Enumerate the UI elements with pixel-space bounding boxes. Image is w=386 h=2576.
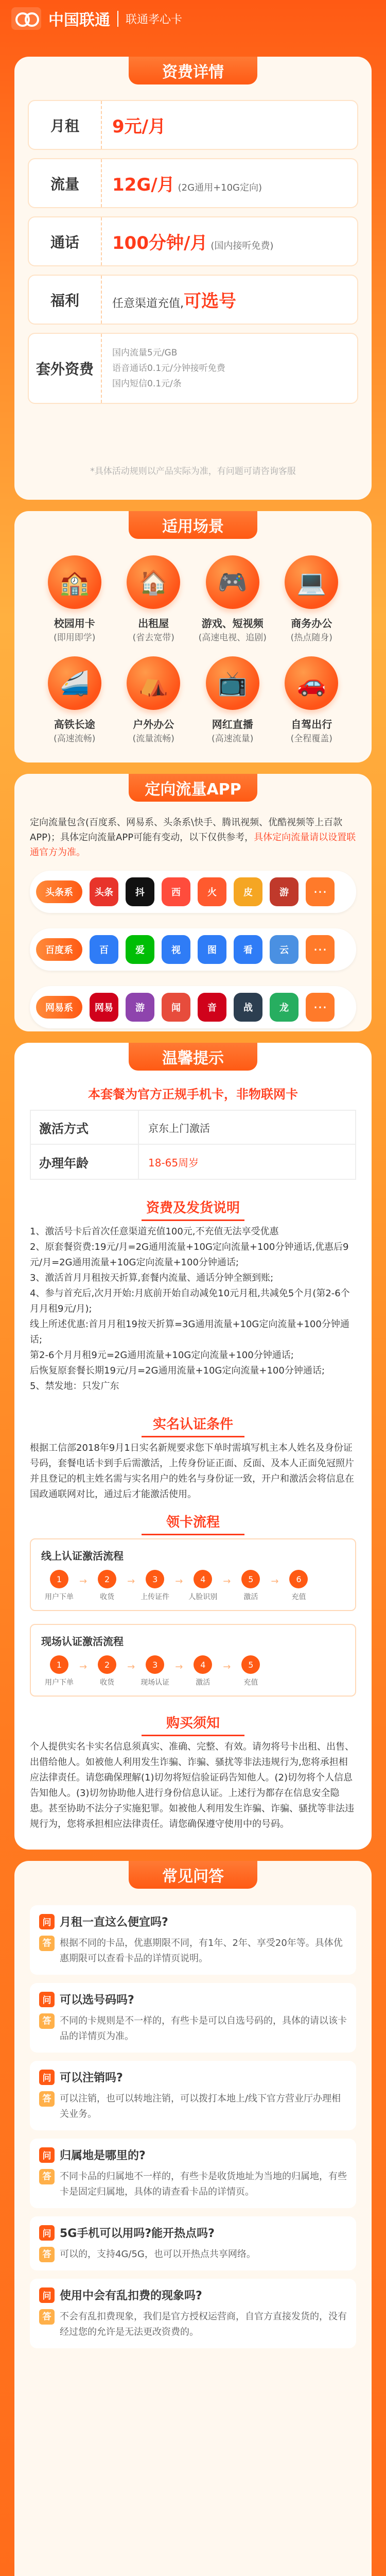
flow-step <box>41 1655 77 1687</box>
answer-badge: 答 <box>39 1936 55 1951</box>
answer-badge: 答 <box>39 2247 55 2262</box>
scene-sub: (全程覆盖) <box>290 734 332 744</box>
brand <box>11 7 182 30</box>
answer-badge: 答 <box>39 2309 55 2325</box>
question-text: 归属地是哪里的? <box>60 2149 146 2162</box>
netease-music-icon: 音 <box>198 993 226 1022</box>
flow-step-icon: 1 <box>50 1655 68 1674</box>
scene-grid <box>35 555 351 744</box>
scene-sub: (高速电视、追剧) <box>198 633 267 643</box>
flow-step-icon: 6 <box>289 1570 308 1588</box>
realname-text: 根据工信部2018年9月1日实名新规要求您下单时需填写机主本人姓名及身份证号码，套餐电话卡到手后需激活，上传身份证正面、反面、及本人正面免冠照片并且登记的机主姓名需与实名用户的姓名与身份证一致，开户和激活会将信息在国政通联网对比，通过后才能激活使用。 <box>30 1443 354 1500</box>
arrow-right-icon: → <box>223 1575 231 1587</box>
faq-answer <box>39 2247 347 2262</box>
flow-step <box>185 1570 221 1602</box>
flow-step-icon: 3 <box>146 1655 164 1674</box>
scene-circle <box>127 656 180 710</box>
flow-step-icon: 2 <box>98 1655 116 1674</box>
question-text: 使用中会有乱扣费的现象吗? <box>60 2290 202 2302</box>
arrow-right-icon: → <box>175 1575 183 1587</box>
scene-item <box>35 656 114 744</box>
pkg-row-rent <box>28 100 358 150</box>
notice-key: 激活方式 <box>31 1111 139 1144</box>
flow-step-label: 人脸识别 <box>188 1593 218 1601</box>
section-tab-scenes: 适用场景 <box>129 511 257 539</box>
flow-step-label: 激活 <box>196 1679 210 1687</box>
pkg-note: (国内接听免费) <box>210 241 274 251</box>
flow-offline <box>30 1624 356 1697</box>
faq-answer <box>39 2309 347 2340</box>
flow-step <box>137 1570 173 1602</box>
unicom-logo-icon <box>11 7 41 30</box>
buy-title: 购买须知 <box>14 1713 372 1736</box>
question-badge: 问 <box>39 2070 55 2085</box>
pkg-label: 套外资费 <box>36 361 94 378</box>
baidu-icon: 百 <box>90 935 118 964</box>
pkg-row-call <box>28 216 358 266</box>
flow-step <box>185 1655 221 1687</box>
flow-online <box>30 1538 356 1611</box>
scene-circle <box>48 555 101 609</box>
scene-name: 网红直播 <box>212 718 253 731</box>
fee-line: 5、禁发地：只发广东 <box>30 1381 119 1392</box>
flow-step-label: 充值 <box>291 1593 306 1601</box>
scene-circle <box>206 555 259 609</box>
pkg-label: 福利 <box>50 292 79 309</box>
scene-circle <box>127 555 180 609</box>
notice-value: 18-65周岁 <box>148 1156 199 1169</box>
netease-game3-icon: 龙 <box>270 993 299 1022</box>
scene-circle <box>48 656 101 710</box>
arrow-right-icon: → <box>127 1575 135 1587</box>
notice-card <box>14 1043 372 1850</box>
flow-step-icon: 5 <box>241 1655 260 1674</box>
question-text: 5G手机可以用吗?能开热点吗? <box>60 2227 215 2240</box>
extra-line: 国内短信0.1元/条 <box>112 379 182 389</box>
flow-step-label: 收货 <box>100 1679 115 1687</box>
notice-row <box>31 1111 355 1145</box>
scene-item <box>114 555 194 643</box>
header <box>0 0 386 57</box>
xigua-icon: 西 <box>162 877 190 906</box>
scene-item <box>35 555 114 643</box>
baidu-video-icon: 视 <box>162 935 190 964</box>
notice-value: 京东上门激活 <box>148 1122 210 1134</box>
scene-name: 商务办公 <box>291 617 332 630</box>
scene-name: 高铁长途 <box>54 718 95 731</box>
school-icon: 🏫 <box>60 568 90 596</box>
douyin-icon: 抖 <box>126 877 154 906</box>
answer-text: 根据不同的卡品，优惠期限不同，有1年、2年、享受20年等。具体优惠期限可以查看卡品的详情页说明。 <box>60 1938 343 1964</box>
faq-question <box>39 1913 347 1929</box>
flow-steps <box>41 1570 345 1602</box>
flow-step-label: 现场认证 <box>141 1679 170 1687</box>
scene-name: 自驾出行 <box>291 718 332 731</box>
pkg-label: 流量 <box>50 175 79 193</box>
pkg-welfare-value: 可选号 <box>184 291 236 312</box>
answer-text: 不同卡品的归属地不一样的，有些卡是收货地址为当地的归属地，有些卡是固定归属地，具体的请查看卡品的详情页。 <box>60 2171 347 2197</box>
rental-icon: 🏠 <box>138 568 168 596</box>
netease-game-icon: 游 <box>126 993 154 1022</box>
answer-text: 不会有乱扣费现象，我们是官方授权运营商，自官方直接发货的，没有经过您的允许是无法更改资费的。 <box>60 2311 347 2337</box>
buy-text: 个人提供实名卡实名信息须真实、准确、完整、有效。请勿将号卡出租、出售、出借给他人。如被他人利用发生诈骗、诈骗、骚扰等非法违规行为,您将承担相应法律责任。请您确保理解(1)切勿将短信验证码告知他人。(2)切勿将个人信息告知他人。(3)切勿协助他人进行身份信息认证。上述行为都存在信息安全隐患。甚至协助不法分子实施犯罪。如被他人利用发生诈骗、诈骗、骚扰等非法违规行为，您将承担相应法律责任。请您确保遵守使用中的号码。 <box>30 1741 354 1829</box>
faq-card <box>14 1861 372 2576</box>
question-badge: 问 <box>39 2147 55 2163</box>
apps-card <box>14 774 372 1031</box>
flow-step <box>280 1570 317 1602</box>
flow-step-label: 用户下单 <box>45 1593 74 1601</box>
netease-game2-icon: 战 <box>234 993 262 1022</box>
flow-head: 现场认证激活流程 <box>41 1635 124 1648</box>
car-icon: 🚗 <box>296 669 326 697</box>
section-tab-notice: 温馨提示 <box>129 1043 257 1071</box>
flow-step <box>233 1655 269 1687</box>
scene-item <box>193 555 272 643</box>
faq-question <box>39 2069 347 2085</box>
scenes-card <box>14 511 372 762</box>
question-badge: 问 <box>39 1992 55 2007</box>
notice-key: 办理年龄 <box>31 1145 139 1179</box>
fee-line: 4、参与首充后,次月开始:月底前开始自动减免10元月租,共减免5个月(第2-6个月月租9元/月); <box>30 1288 350 1314</box>
flow-title: 领卡流程 <box>14 1512 372 1535</box>
question-text: 可以选号码吗? <box>60 1994 134 2007</box>
toutiao-icon: 头条 <box>90 877 118 906</box>
pkg-value: 9元/月 <box>112 116 166 137</box>
extra-line: 语音通话0.1元/分钟接听免费 <box>112 363 225 374</box>
app-row <box>30 928 356 971</box>
answer-text: 可以注销，也可以转地注销，可以拨打本地上/线下官方营业厅办理相关业务。 <box>60 2093 341 2120</box>
answer-text: 可以的，支持4G/5G，也可以开热点共享网络。 <box>60 2249 256 2260</box>
scene-name: 游戏、短视频 <box>201 617 264 630</box>
baidu-netdisk-icon: 云 <box>270 935 299 964</box>
scene-sub: (热点随身) <box>290 633 332 643</box>
more-icon[interactable]: ··· <box>306 877 335 906</box>
arrow-right-icon: → <box>223 1661 231 1672</box>
office-icon: 💻 <box>296 568 326 596</box>
scene-sub: (即用即学) <box>54 633 96 643</box>
fee-line: 3、激活首月月租按天折算,套餐内流量、通话分钟全额到账; <box>30 1273 274 1283</box>
pkg-row-data <box>28 158 358 208</box>
pipixia-icon: 皮 <box>234 877 262 906</box>
section-tab-package: 资费详情 <box>129 57 257 84</box>
apps-text-red: 具体定向流量请以设置联通官方为准。 <box>30 832 356 858</box>
faq-answer <box>39 2013 347 2044</box>
fee-line: 2、原套餐资费:19元/月=2G通用流量+10G定向流量+100分钟通话,优惠后9元/月=2G通用流量+10G定向流量+100分钟通话; <box>30 1242 349 1268</box>
flow-steps <box>41 1655 345 1687</box>
arrow-right-icon: → <box>175 1661 183 1672</box>
faq-item <box>30 2279 356 2348</box>
faq-answer <box>39 2169 347 2200</box>
scene-name: 出租屋 <box>138 617 169 630</box>
faq-question <box>39 2287 347 2303</box>
apps-description <box>30 815 356 860</box>
answer-text: 不同的卡规则是不一样的，有些卡是可以自选号码的，具体的请以该卡品的详情页为准。 <box>60 2015 347 2042</box>
faq-list <box>30 1905 356 2357</box>
pkg-row-extra <box>28 333 358 404</box>
more-icon[interactable]: ··· <box>306 935 335 964</box>
flow-step-label: 激活 <box>243 1593 258 1601</box>
scene-item <box>272 555 352 643</box>
question-badge: 问 <box>39 2225 55 2241</box>
netease-icon: 网易 <box>90 993 118 1022</box>
flow-step-icon: 4 <box>194 1570 212 1588</box>
huoshan-icon: 火 <box>198 877 226 906</box>
more-icon[interactable]: ··· <box>306 993 335 1022</box>
fee-line: 后恢复原套餐长期19元/月=2G通用流量+10G定向流量+100分钟通话; <box>30 1365 325 1376</box>
pkg-value: 12G/月 <box>112 175 175 195</box>
flow-step <box>41 1570 77 1602</box>
scene-circle <box>206 656 259 710</box>
live-icon: 📺 <box>218 669 248 697</box>
flow-head: 线上认证激活流程 <box>41 1550 124 1562</box>
faq-answer <box>39 2091 347 2122</box>
question-text: 月租一直这么便宜吗? <box>60 1916 168 1929</box>
flow-step-icon: 1 <box>50 1570 68 1588</box>
answer-badge: 答 <box>39 2169 55 2184</box>
outdoor-icon: ⛺ <box>138 669 168 697</box>
pkg-value: 100分钟/月 <box>112 233 208 253</box>
arrow-right-icon: → <box>127 1661 135 1672</box>
section-tab-faq: 常见问答 <box>129 1861 257 1889</box>
pkg-footnote: *具体活动规则以产品实际为准，有问题可请咨询客服 <box>90 466 296 477</box>
notice-table <box>30 1110 356 1180</box>
iqiyi-icon: 爱 <box>126 935 154 964</box>
faq-item <box>30 2139 356 2208</box>
scene-sub: (流量流畅) <box>132 734 174 744</box>
faq-question <box>39 1991 347 2007</box>
scene-sub: (高速流畅) <box>54 734 96 744</box>
faq-item <box>30 2061 356 2130</box>
notice-row <box>31 1145 355 1179</box>
flow-step <box>233 1570 269 1602</box>
notice-title: 本套餐为官方正规手机卡，非物联网卡 <box>88 1087 298 1101</box>
faq-item <box>30 1905 356 1975</box>
apps-text-main: 定向流量包含(百度系、网易系、头条系\快手、腾讯视频、优酷视频等上百款APP)；具体定向流量APP可能有变动，以下仅供参考， <box>30 817 343 843</box>
app-tag: 网易系 <box>36 996 82 1019</box>
app-row <box>30 986 356 1028</box>
pkg-label: 通话 <box>50 233 79 251</box>
app-tag: 头条系 <box>36 880 82 903</box>
arrow-right-icon: → <box>271 1575 279 1587</box>
faq-item <box>30 1983 356 2053</box>
flow-step-icon: 4 <box>194 1655 212 1674</box>
faq-item <box>30 2216 356 2270</box>
package-card <box>14 57 372 500</box>
arrow-right-icon: → <box>79 1575 87 1587</box>
flow-step <box>137 1655 173 1687</box>
scene-circle <box>285 656 338 710</box>
faq-question <box>39 2147 347 2163</box>
fee-line: 线上所述优惠:首月月租19按天折算=3G通用流量+10G定向流量+100分钟通话; <box>30 1319 349 1345</box>
scene-name: 户外办公 <box>133 718 174 731</box>
game-app-icon: 游 <box>270 877 299 906</box>
scene-circle <box>285 555 338 609</box>
pkg-welfare-prefix: 任意渠道充值, <box>112 297 184 310</box>
faq-answer <box>39 1936 347 1967</box>
scene-name: 校园用卡 <box>54 617 95 630</box>
app-row <box>30 871 356 913</box>
train-icon: 🚄 <box>60 669 90 697</box>
fee-line: 1、激活号卡后首次任意渠道充值100元,不充值无法享受优惠 <box>30 1226 279 1237</box>
flow-step-label: 收货 <box>100 1593 115 1601</box>
answer-badge: 答 <box>39 2013 55 2029</box>
extra-line: 国内流量5元/GB <box>112 348 178 358</box>
scene-item <box>193 656 272 744</box>
flow-step <box>89 1570 125 1602</box>
faq-question <box>39 2225 347 2241</box>
question-badge: 问 <box>39 1914 55 1929</box>
flow-step-label: 充值 <box>243 1679 258 1687</box>
arrow-right-icon: → <box>79 1661 87 1672</box>
flow-step-icon: 3 <box>146 1570 164 1588</box>
flow-step-label: 上传证件 <box>141 1593 170 1601</box>
baidu-map-icon: 图 <box>198 935 226 964</box>
question-text: 可以注销吗? <box>60 2072 123 2084</box>
pkg-note: (2G通用+10G定向) <box>178 182 262 193</box>
game-icon: 🎮 <box>218 568 248 596</box>
scene-item <box>114 656 194 744</box>
pkg-row-welfare <box>28 275 358 325</box>
pkg-label: 月租 <box>50 117 79 134</box>
brand-sub: 联通孝心卡 <box>117 11 182 27</box>
flow-step-icon: 2 <box>98 1570 116 1588</box>
fee-title: 资费及发货说明 <box>14 1197 372 1221</box>
question-badge: 问 <box>39 2287 55 2303</box>
scene-item <box>272 656 352 744</box>
flow-step <box>89 1655 125 1687</box>
fee-line: 第2-6个月月租9元=2G通用流量+10G定向流量+100分钟通话; <box>30 1350 294 1361</box>
answer-badge: 答 <box>39 2091 55 2107</box>
app-tag: 百度系 <box>36 938 82 961</box>
fee-lines <box>30 1224 356 1394</box>
flow-step-icon: 5 <box>241 1570 260 1588</box>
baidu-haokan-icon: 看 <box>234 935 262 964</box>
scene-sub: (高速流量) <box>212 734 254 744</box>
brand-name: 中国联通 <box>48 11 110 29</box>
realname-title: 实名认证条件 <box>14 1414 372 1437</box>
section-tab-apps: 定向流量APP <box>129 774 257 802</box>
flow-step-label: 用户下单 <box>45 1679 74 1687</box>
netease-news-icon: 闻 <box>162 993 190 1022</box>
scene-sub: (省去宽带) <box>132 633 174 643</box>
